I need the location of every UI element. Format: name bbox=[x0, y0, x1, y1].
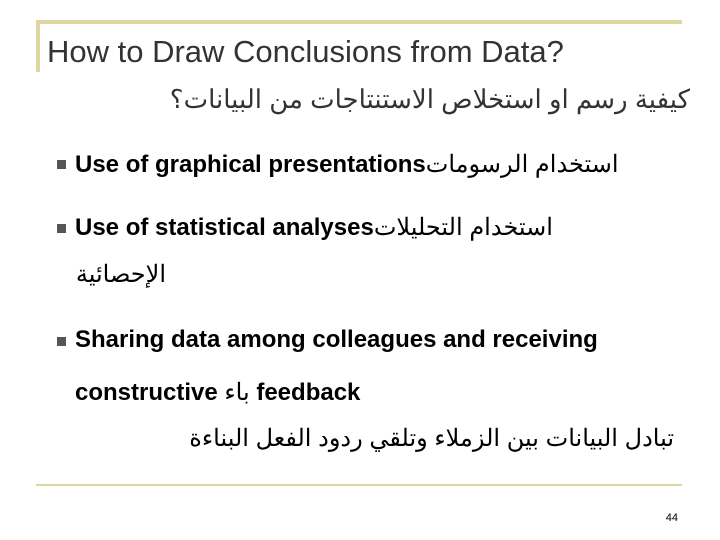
bullet-2-arabic-continuation: الإحصائية bbox=[75, 261, 166, 288]
bullet-2-arabic: استخدام التحليلات bbox=[373, 214, 553, 241]
bullet-2-english: Use of statistical analyses bbox=[75, 214, 374, 241]
slide-subtitle-arabic: كيفية رسم او استخلاص الاستنتاجات من البيانات؟ bbox=[169, 84, 690, 114]
bullet-marker-2 bbox=[57, 224, 66, 233]
page-number: 44 bbox=[665, 512, 678, 524]
bullet-2-line bbox=[75, 213, 553, 242]
bullet-3-english-feedback: feedback bbox=[256, 379, 361, 406]
bullet-marker-3 bbox=[57, 337, 66, 346]
bullet-3-arabic: تبادل البيانات بين الزملاء وتلقي ردود الفعل البناءة bbox=[189, 425, 674, 452]
bullet-1-english: Use of graphical presentations bbox=[75, 151, 426, 178]
slide-title: How to Draw Conclusions from Data? bbox=[47, 34, 564, 69]
bullet-3-line-2 bbox=[75, 378, 360, 407]
bullet-3-line-1: Sharing data among colleagues and receiving bbox=[75, 326, 598, 353]
bullet-3-english-constructive: constructive bbox=[75, 379, 218, 406]
bullet-marker-1 bbox=[57, 160, 66, 169]
title-frame-horizontal-line bbox=[36, 20, 682, 24]
bullet-3-arabic-fragment: باء bbox=[224, 379, 250, 406]
bullet-1-arabic: استخدام الرسومات bbox=[425, 151, 619, 178]
title-frame-vertical-line bbox=[36, 20, 40, 72]
bullet-1-line bbox=[75, 150, 619, 179]
footer-divider bbox=[36, 484, 682, 486]
